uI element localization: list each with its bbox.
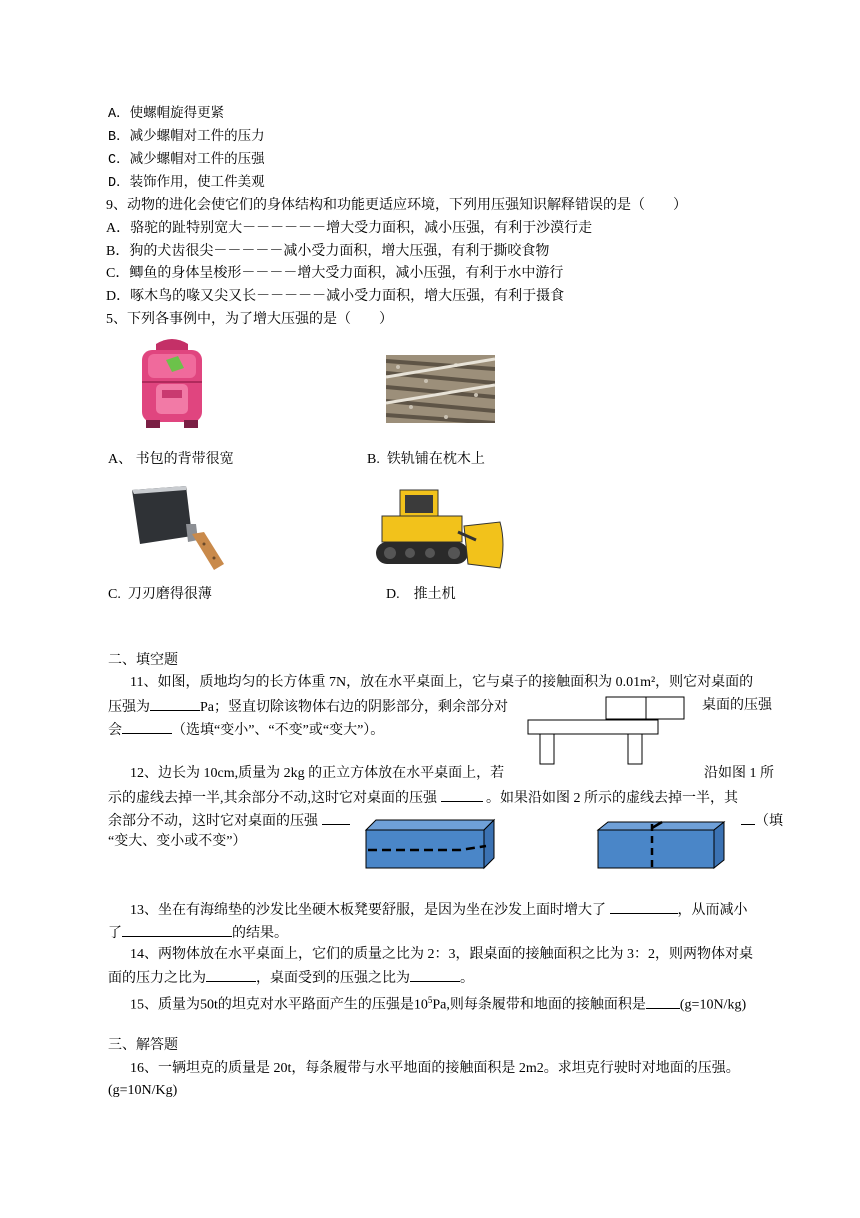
answer-blank[interactable] — [122, 922, 232, 937]
q5-stem: 5、下列各事例中，为了增大压强的是（ ） — [106, 312, 393, 327]
q11-line-2-end: 桌面的压强 — [702, 698, 772, 713]
cleaver-image — [126, 484, 226, 570]
q5-caption-b: B. 铁轨铺在枕木上 — [367, 452, 485, 467]
q13-line-2: 了 的结果。 — [108, 922, 288, 944]
section-title-fill-in: 二、填空题 — [108, 653, 178, 668]
answer-blank[interactable] — [410, 967, 460, 982]
q9-option-a: A．骆驼的趾特别宽大－－－－－－增大受力面积，减小压强，有利于沙漠行走 — [106, 221, 593, 236]
answer-blank[interactable] — [150, 696, 200, 711]
answer-blank[interactable] — [122, 719, 172, 734]
q16-line-1: 16、一辆坦克的质量是 20t，每条履带与水平地面的接触面积是 2m2。求坦克行驶时对地面的压强。 — [130, 1061, 740, 1076]
q14-line-1: 14、两物体放在水平桌面上，它们的质量之比为 2：3，跟桌面的接触面积之比为 3：2，则两物体对桌 — [130, 947, 753, 962]
cube-figure-1 — [364, 818, 496, 870]
q11-line-1: 11、如图，质地均匀的长方体重 7N，放在水平桌面上，它与桌子的接触面积为 0.01m²，则它对桌面的 — [130, 675, 754, 690]
q5-caption-c: C. 刀刃磨得很薄 — [108, 587, 212, 602]
q5-caption-d: D. 推土机 — [386, 587, 456, 602]
answer-blank[interactable] — [322, 810, 350, 825]
q15-line: 15、质量为50t的坦克对水平路面产生的压强是$10^5Pa$,则每条履带和地面的接触面积是 (g=10N/kg) — [130, 995, 747, 1013]
q12-line-2: 示的虚线去掉一半,其余部分不动,这时它对桌面的压强 。如果沿如图 2 所示的虚线去掉一半，其 — [108, 787, 738, 809]
section-title-answer: 三、解答题 — [108, 1038, 178, 1053]
q12-line-1-end: 沿如图 1 所 — [704, 766, 774, 781]
q12-line-3-end: （填 — [741, 810, 783, 832]
q12-line-4: “变大、变小或不变”） — [108, 834, 247, 849]
q9-option-d: D．啄木鸟的喙又尖又长－－－－－减小受力面积，增大压强，有利于摄食 — [106, 289, 565, 304]
answer-blank[interactable] — [441, 787, 483, 802]
cube-figure-2 — [596, 820, 726, 870]
option-d: D．装饰作用，使工件美观 — [108, 176, 265, 191]
answer-blank[interactable] — [646, 994, 680, 1009]
option-a: A．使螺帽旋得更紧 — [108, 107, 225, 122]
q12-line-3: 余部分不动，这时它对桌面的压强 — [108, 810, 350, 832]
q11-line-3: 会 （选填“变小”、“不变”或“变大”）。 — [108, 719, 384, 741]
q9-option-c: C．鲫鱼的身体呈梭形－－－－增大受力面积，减小压强，有利于水中游行 — [106, 266, 564, 281]
bulldozer-image — [372, 486, 504, 574]
q9-stem: 9、动物的进化会使它们的身体结构和功能更适应环境，下列用压强知识解释错误的是（ ） — [106, 198, 687, 213]
answer-blank[interactable] — [206, 967, 256, 982]
q14-line-2: 面的压力之比为 ，桌面受到的压强之比为 。 — [108, 967, 474, 989]
q9-option-b: B．狗的犬齿很尖－－－－－减小受力面积，增大压强，有利于撕咬食物 — [106, 244, 550, 259]
q12-line-1: 12、边长为 10cm,质量为 2kg 的正立方体放在水平桌面上，若 — [130, 766, 505, 781]
answer-blank[interactable] — [610, 899, 678, 914]
option-c: C．减少螺帽对工件的压强 — [108, 153, 265, 168]
q16-line-2: (g=10N/Kg) — [108, 1083, 178, 1098]
q11-line-2: 压强为 Pa；竖直切除该物体右边的阴影部分，剩余部分对 — [108, 696, 508, 718]
option-b: B．减少螺帽对工件的压力 — [108, 130, 265, 145]
q13-line-1: 13、坐在有海绵垫的沙发比坐硬木板凳要舒服，是因为坐在沙发上面时增大了 ，从而减小 — [130, 899, 748, 921]
answer-blank[interactable] — [741, 810, 755, 825]
schoolbag-image — [136, 338, 208, 430]
railway-image — [386, 355, 495, 423]
block-on-table-figure — [526, 696, 686, 766]
q5-caption-a: A、 书包的背带很宽 — [108, 452, 234, 467]
